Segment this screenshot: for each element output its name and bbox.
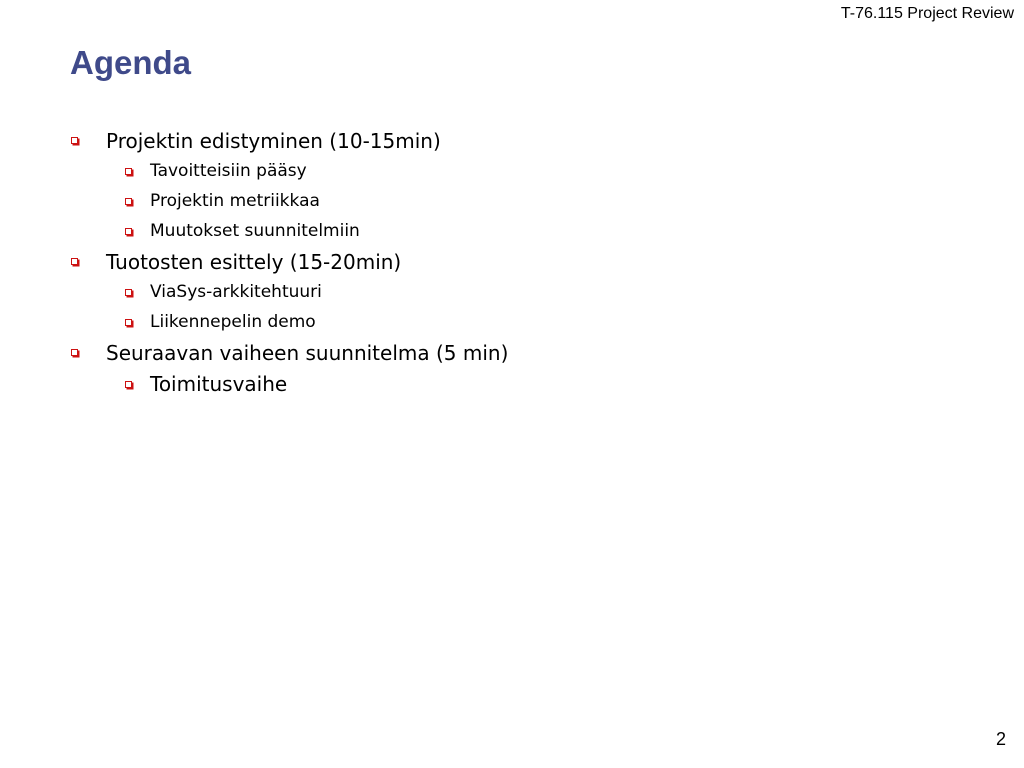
square-bullet-icon xyxy=(125,381,132,388)
agenda-subitem-text: Tavoitteisiin pääsy xyxy=(150,161,307,181)
square-bullet-icon xyxy=(71,137,78,144)
agenda-subitem xyxy=(70,307,508,337)
square-bullet-icon xyxy=(71,258,78,265)
agenda-subitem xyxy=(70,368,508,400)
agenda-list xyxy=(70,125,508,400)
agenda-subitem-text: Muutokset suunnitelmiin xyxy=(150,221,360,241)
square-bullet-icon xyxy=(125,289,132,296)
agenda-item-text: Projektin edistyminen (10-15min) xyxy=(106,128,441,153)
square-bullet-icon xyxy=(125,198,132,205)
agenda-subitem xyxy=(70,186,508,216)
square-bullet-icon xyxy=(125,228,132,235)
agenda-subitem-text: Liikennepelin demo xyxy=(150,312,316,332)
agenda-subitem-text: Toimitusvaihe xyxy=(150,372,288,396)
square-bullet-icon xyxy=(125,319,132,326)
agenda-subitem-text: Projektin metriikkaa xyxy=(150,191,320,211)
agenda-item xyxy=(70,337,508,368)
agenda-item xyxy=(70,125,508,156)
square-bullet-icon xyxy=(125,168,132,175)
agenda-subitem xyxy=(70,277,508,307)
agenda-item xyxy=(70,246,508,277)
agenda-subitem xyxy=(70,156,508,186)
agenda-item-text: Seuraavan vaiheen suunnitelma (5 min) xyxy=(106,340,509,365)
square-bullet-icon xyxy=(71,349,78,356)
agenda-item-text: Tuotosten esittely (15-20min) xyxy=(106,249,402,274)
slide-title: Agenda xyxy=(70,44,192,81)
page-number: 2 xyxy=(995,729,1006,749)
agenda-subitem-text: ViaSys-arkkitehtuuri xyxy=(150,282,322,302)
header-label: T-76.115 Project Review xyxy=(840,5,1014,22)
agenda-subitem xyxy=(70,216,508,246)
